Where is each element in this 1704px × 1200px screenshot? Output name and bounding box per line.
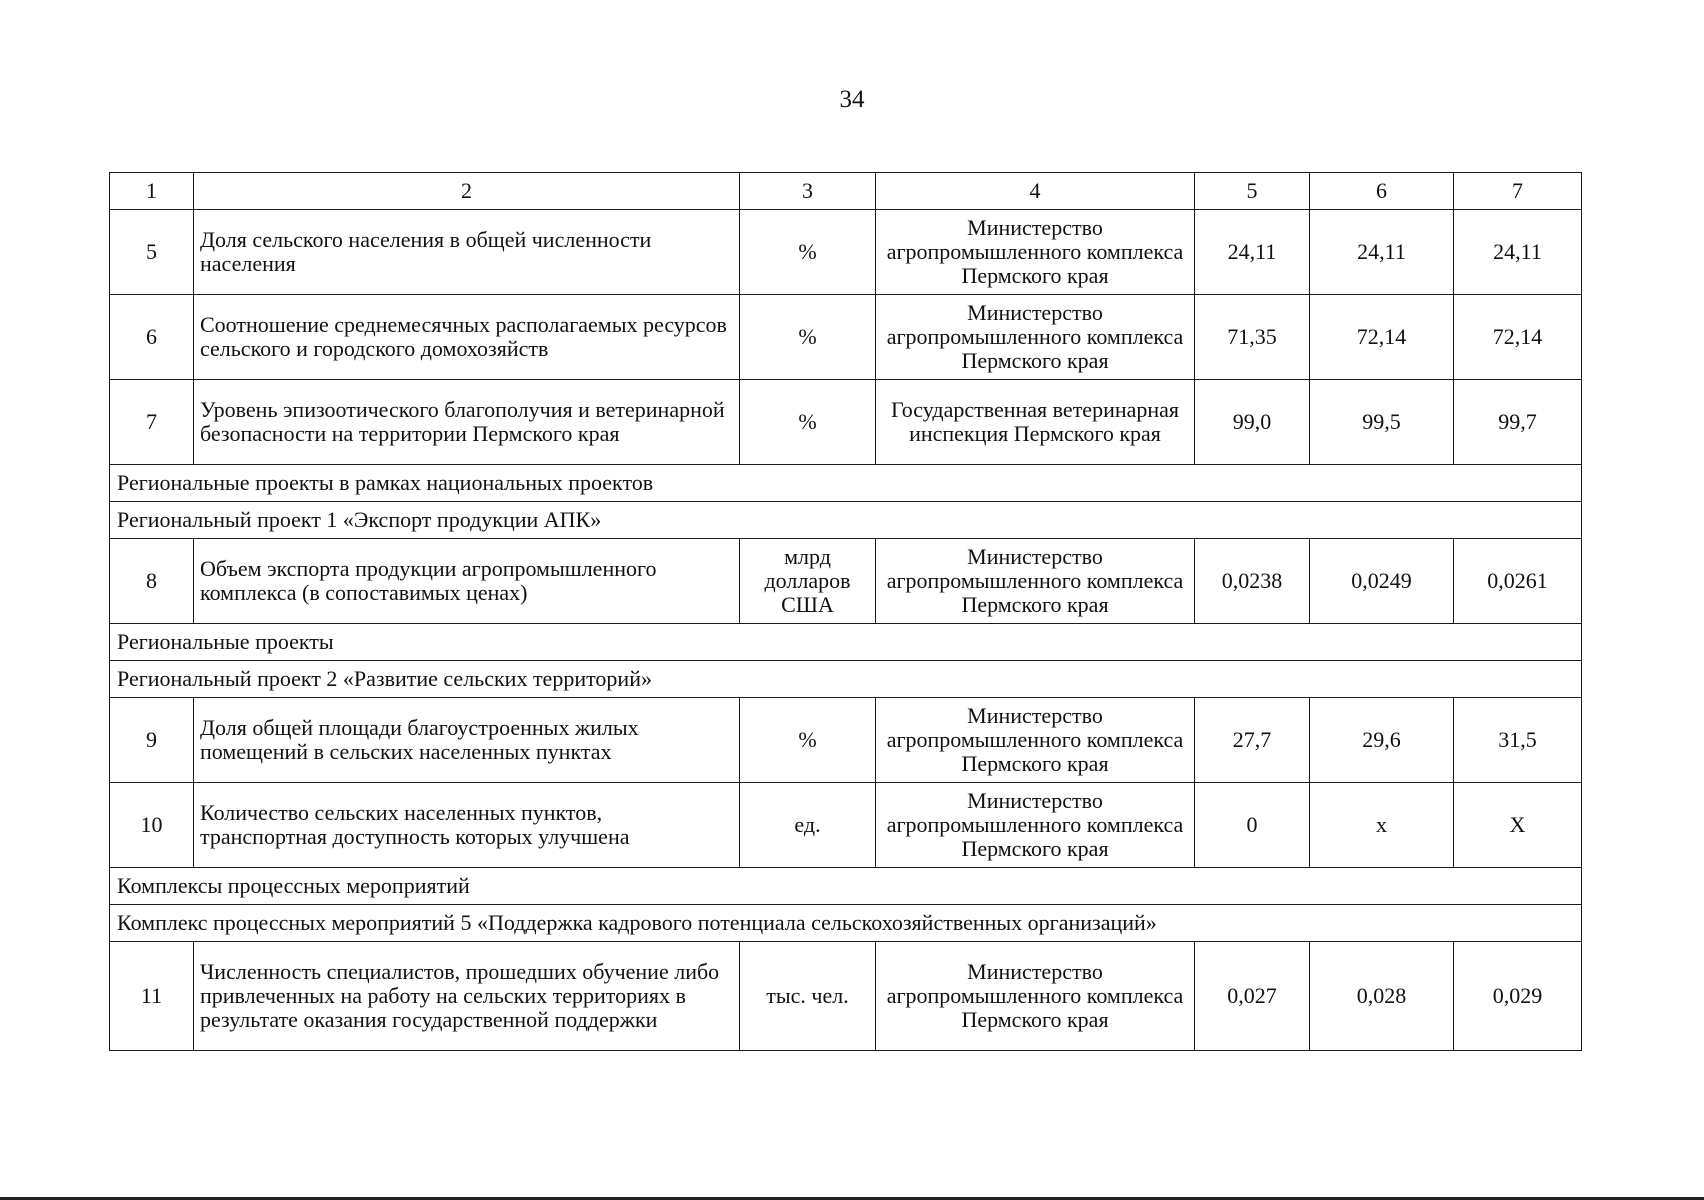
section-title: Комплекс процессных мероприятий 5 «Поддержка кадрового потенциала сельскохозяйственных организаций» bbox=[110, 905, 1582, 942]
responsible-body: Министерство агропромышленного комплекса Пермского края bbox=[876, 210, 1195, 295]
value-col-7: 0,029 bbox=[1454, 942, 1582, 1051]
indicators-table bbox=[109, 172, 1582, 1051]
responsible-body: Министерство агропромышленного комплекса Пермского края bbox=[876, 698, 1195, 783]
unit-of-measure: ед. bbox=[740, 783, 876, 868]
value-col-7: 0,0261 bbox=[1454, 539, 1582, 624]
value-col-5: 24,11 bbox=[1195, 210, 1310, 295]
section-title: Региональные проекты bbox=[110, 624, 1582, 661]
table-row bbox=[110, 539, 1582, 624]
row-number: 10 bbox=[110, 783, 194, 868]
row-number: 11 bbox=[110, 942, 194, 1051]
section-row bbox=[110, 465, 1582, 502]
unit-of-measure: % bbox=[740, 698, 876, 783]
responsible-body: Министерство агропромышленного комплекса Пермского края bbox=[876, 942, 1195, 1051]
table-body bbox=[110, 173, 1582, 1051]
unit-of-measure: % bbox=[740, 210, 876, 295]
page-number: 34 bbox=[839, 86, 865, 113]
indicator-name: Соотношение среднемесячных располагаемых ресурсов сельского и городского домохозяйств bbox=[194, 295, 740, 380]
unit-of-measure: % bbox=[740, 295, 876, 380]
row-number: 6 bbox=[110, 295, 194, 380]
column-header: 7 bbox=[1454, 173, 1582, 210]
value-col-5: 0,027 bbox=[1195, 942, 1310, 1051]
row-number: 5 bbox=[110, 210, 194, 295]
section-title: Региональные проекты в рамках национальных проектов bbox=[110, 465, 1582, 502]
value-col-5: 71,35 bbox=[1195, 295, 1310, 380]
value-col-7: 99,7 bbox=[1454, 380, 1582, 465]
responsible-body: Министерство агропромышленного комплекса Пермского края bbox=[876, 295, 1195, 380]
table-row bbox=[110, 295, 1582, 380]
indicator-name: Количество сельских населенных пунктов, транспортная доступность которых улучшена bbox=[194, 783, 740, 868]
column-header: 2 bbox=[194, 173, 740, 210]
indicator-name: Объем экспорта продукции агропромышленного комплекса (в сопоставимых ценах) bbox=[194, 539, 740, 624]
value-col-7: 72,14 bbox=[1454, 295, 1582, 380]
row-number: 7 bbox=[110, 380, 194, 465]
section-title: Комплексы процессных мероприятий bbox=[110, 868, 1582, 905]
table-row bbox=[110, 380, 1582, 465]
value-col-5: 0,0238 bbox=[1195, 539, 1310, 624]
indicator-name: Численность специалистов, прошедших обучение либо привлеченных на работу на сельских территориях в результате оказания государственной поддержки bbox=[194, 942, 740, 1051]
value-col-5: 0 bbox=[1195, 783, 1310, 868]
section-row bbox=[110, 502, 1582, 539]
responsible-body: Министерство агропромышленного комплекса Пермского края bbox=[876, 783, 1195, 868]
value-col-5: 27,7 bbox=[1195, 698, 1310, 783]
value-col-6: х bbox=[1310, 783, 1454, 868]
indicator-name: Доля сельского населения в общей численности населения bbox=[194, 210, 740, 295]
value-col-7: 24,11 bbox=[1454, 210, 1582, 295]
section-title: Региональный проект 2 «Развитие сельских территорий» bbox=[110, 661, 1582, 698]
section-row bbox=[110, 868, 1582, 905]
unit-of-measure: тыс. чел. bbox=[740, 942, 876, 1051]
section-row bbox=[110, 905, 1582, 942]
row-number: 9 bbox=[110, 698, 194, 783]
section-row bbox=[110, 624, 1582, 661]
table-row bbox=[110, 210, 1582, 295]
unit-of-measure: млрд долларов США bbox=[740, 539, 876, 624]
column-number-row bbox=[110, 173, 1582, 210]
value-col-6: 29,6 bbox=[1310, 698, 1454, 783]
table-row bbox=[110, 698, 1582, 783]
value-col-7: 31,5 bbox=[1454, 698, 1582, 783]
column-header: 5 bbox=[1195, 173, 1310, 210]
table-row bbox=[110, 942, 1582, 1051]
table-row bbox=[110, 783, 1582, 868]
section-row bbox=[110, 661, 1582, 698]
value-col-6: 72,14 bbox=[1310, 295, 1454, 380]
responsible-body: Министерство агропромышленного комплекса Пермского края bbox=[876, 539, 1195, 624]
column-header: 3 bbox=[740, 173, 876, 210]
value-col-6: 0,028 bbox=[1310, 942, 1454, 1051]
value-col-5: 99,0 bbox=[1195, 380, 1310, 465]
indicator-name: Доля общей площади благоустроенных жилых помещений в сельских населенных пунктах bbox=[194, 698, 740, 783]
responsible-body: Государственная ветеринарная инспекция Пермского края bbox=[876, 380, 1195, 465]
value-col-6: 0,0249 bbox=[1310, 539, 1454, 624]
value-col-6: 99,5 bbox=[1310, 380, 1454, 465]
column-header: 1 bbox=[110, 173, 194, 210]
value-col-6: 24,11 bbox=[1310, 210, 1454, 295]
column-header: 6 bbox=[1310, 173, 1454, 210]
unit-of-measure: % bbox=[740, 380, 876, 465]
row-number: 8 bbox=[110, 539, 194, 624]
value-col-7: Х bbox=[1454, 783, 1582, 868]
indicator-name: Уровень эпизоотического благополучия и ветеринарной безопасности на территории Пермского края bbox=[194, 380, 740, 465]
section-title: Региональный проект 1 «Экспорт продукции АПК» bbox=[110, 502, 1582, 539]
column-header: 4 bbox=[876, 173, 1195, 210]
